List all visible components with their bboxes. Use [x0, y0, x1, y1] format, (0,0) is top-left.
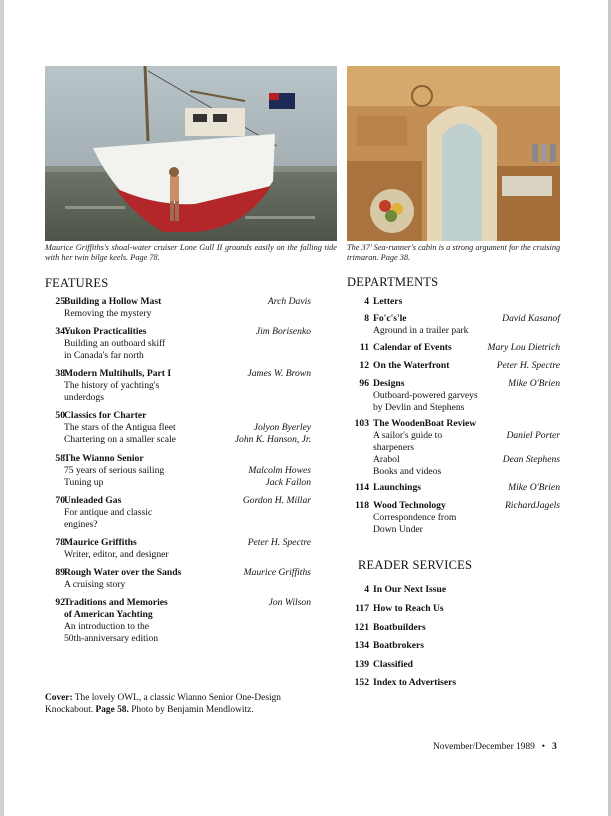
article-title: Classics for Charter — [64, 410, 147, 421]
article-description: in Canada's far north — [64, 350, 144, 361]
department-description: Arabol — [373, 454, 400, 465]
page-number: 38 — [55, 368, 65, 379]
article-title: Rough Water over the Sands — [64, 567, 182, 578]
article-description: 50th-anniversary edition — [64, 633, 159, 644]
cover-credit: Photo by Benjamin Mendlowitz. — [131, 705, 254, 715]
department-description: Books and videos — [373, 466, 442, 477]
article-title: Yukon Practicalities — [64, 326, 147, 337]
department-description: A sailor's guide to — [373, 430, 443, 441]
article-title: Unleaded Gas — [64, 495, 122, 506]
article-author: James W. Brown — [247, 368, 311, 379]
article-description: The history of yachting's — [64, 380, 160, 391]
article-description: Building an outboard skiff — [64, 338, 166, 349]
article-title: Traditions and Memories — [64, 597, 168, 608]
page-number: 152 — [354, 677, 369, 688]
department-title: Letters — [373, 296, 403, 307]
cover-page-ref: Page 58. — [95, 705, 129, 715]
department-title: Launchings — [373, 482, 421, 493]
article-author: Jim Borisenko — [255, 326, 311, 337]
photo-caption-right: The 37' Sea-runner's cabin is a strong argument for the cruising trimaran. Page 38. — [347, 243, 561, 262]
department-author: RichardJagels — [504, 500, 560, 511]
page-number: 92 — [55, 597, 65, 608]
page-number: 34 — [55, 326, 65, 337]
page-folio — [433, 742, 557, 752]
department-description: Down Under — [373, 524, 423, 535]
article-author: Maurice Griffiths — [243, 567, 311, 578]
features-heading: FEATURES — [45, 276, 109, 290]
article-description: A cruising story — [64, 579, 126, 590]
cover-text: The lovely OWL, a classic Wianno Senior One-Design Knockabout. — [45, 693, 281, 715]
department-description: sharpeners — [373, 442, 415, 453]
reader-services-heading: READER SERVICES — [358, 558, 473, 572]
page-number: 11 — [359, 342, 369, 353]
page-number: 96 — [359, 378, 369, 389]
article-description: The stars of the Antigua fleet — [64, 422, 176, 433]
article-author: Arch Davis — [267, 296, 311, 307]
article-title: Maurice Griffiths — [64, 537, 137, 548]
photo-cabin-interior — [347, 66, 560, 241]
page-number: 50 — [55, 410, 65, 421]
article-description: 75 years of serious sailing — [64, 465, 165, 476]
page-number: 121 — [354, 622, 369, 633]
page-number: 25 — [55, 296, 65, 307]
article-author: Malcolm Howes — [248, 465, 311, 476]
page-number: 4 — [364, 296, 369, 307]
service-title: How to Reach Us — [373, 603, 444, 614]
page-edge — [0, 0, 4, 816]
photo-caption-left: Maurice Griffiths's shoal-water cruiser Lone Gull II grounds easily on the falling tide with her twin bilge keels. Page 78. — [45, 243, 337, 262]
article-description: Tuning up — [64, 477, 104, 488]
service-title: Boatbrokers — [373, 640, 424, 651]
page-number: 12 — [359, 360, 369, 371]
page-number: 134 — [354, 640, 369, 651]
article-description: Chartering on a smaller scale — [64, 434, 176, 445]
cover-label: Cover: — [45, 693, 73, 703]
article-title: The Wianno Senior — [64, 453, 144, 464]
article-description: engines? — [64, 519, 98, 530]
department-title: On the Waterfront — [373, 360, 450, 371]
article-author: Peter H. Spectre — [247, 537, 311, 548]
page-number: 89 — [55, 567, 65, 578]
page-number: 58 — [55, 453, 65, 464]
page-number: 3 — [552, 742, 557, 752]
service-title: In Our Next Issue — [373, 584, 447, 595]
department-description: Outboard-powered garveys — [373, 390, 478, 401]
page-number: 103 — [354, 418, 369, 429]
department-description: by Devlin and Stephens — [373, 402, 465, 413]
page-number: 78 — [55, 537, 65, 548]
service-title: Boatbuilders — [373, 622, 426, 633]
department-description: Aground in a trailer park — [373, 325, 469, 336]
department-author: David Kasanof — [502, 313, 560, 324]
page-number: 139 — [354, 659, 369, 670]
article-title: Building a Hollow Mast — [64, 296, 162, 307]
department-title: Fo'c's'le — [373, 313, 407, 324]
department-author: Daniel Porter — [506, 430, 560, 441]
article-author: John K. Hanson, Jr. — [234, 434, 311, 445]
department-title: Wood Technology — [373, 500, 446, 511]
service-title: Index to Advertisers — [373, 677, 457, 688]
department-title: Designs — [373, 378, 405, 389]
page-number: 70 — [55, 495, 65, 506]
department-author: Mike O'Brien — [508, 378, 560, 389]
article-description: Removing the mystery — [64, 308, 152, 319]
department-title: Calendar of Events — [373, 342, 452, 353]
article-description: underdogs — [64, 392, 104, 403]
article-title: Modern Multihulls, Part I — [64, 368, 172, 379]
service-title: Classified — [373, 659, 413, 670]
page-number: 8 — [364, 313, 369, 324]
departments-heading: DEPARTMENTS — [347, 275, 439, 289]
department-author: Peter H. Spectre — [496, 360, 560, 371]
article-author: Jolyon Byerley — [253, 422, 311, 433]
page-number: 114 — [355, 482, 369, 493]
photo-boat-aground — [45, 66, 337, 241]
page-number: 118 — [355, 500, 369, 511]
article-author: Jon Wilson — [268, 597, 311, 608]
page-number: 117 — [355, 603, 369, 614]
department-author: Dean Stephens — [502, 454, 560, 465]
article-description: An introduction to the — [64, 621, 149, 632]
folio-separator: • — [541, 742, 546, 752]
article-author: Gordon H. Millar — [242, 495, 311, 506]
article-title: of American Yachting — [64, 609, 153, 620]
department-description: Correspondence from — [373, 512, 457, 523]
department-author: Mary Lou Dietrich — [487, 342, 560, 353]
article-description: For antique and classic — [64, 507, 153, 518]
article-author: Jack Fallon — [265, 477, 311, 488]
department-title: The WoodenBoat Review — [373, 418, 477, 429]
page-number: 4 — [364, 584, 369, 595]
cover-note — [45, 692, 315, 716]
article-description: Writer, editor, and designer — [64, 549, 169, 560]
issue-date: November/December 1989 — [433, 742, 535, 752]
department-author: Mike O'Brien — [508, 482, 560, 493]
